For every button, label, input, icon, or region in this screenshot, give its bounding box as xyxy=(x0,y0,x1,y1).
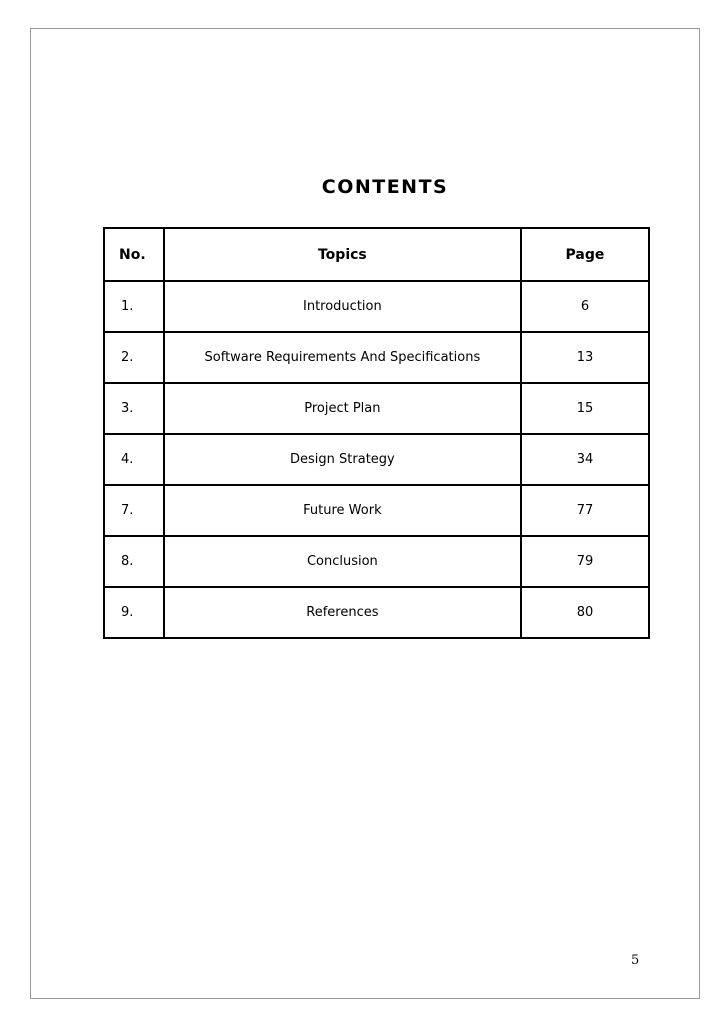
row-topic: Conclusion xyxy=(164,536,521,587)
header-no: No. xyxy=(104,228,164,281)
row-page: 34 xyxy=(521,434,649,485)
table-row xyxy=(104,332,649,383)
row-page: 80 xyxy=(521,587,649,638)
row-number: 3. xyxy=(104,383,164,434)
contents-table xyxy=(103,227,650,639)
row-page: 77 xyxy=(521,485,649,536)
row-page: 6 xyxy=(521,281,649,332)
row-page: 79 xyxy=(521,536,649,587)
table-row xyxy=(104,281,649,332)
row-number: 1. xyxy=(104,281,164,332)
row-topic: Software Requirements And Specifications xyxy=(164,332,521,383)
row-number: 9. xyxy=(104,587,164,638)
table-row xyxy=(104,434,649,485)
table-header-row xyxy=(104,228,649,281)
row-number: 7. xyxy=(104,485,164,536)
row-page: 15 xyxy=(521,383,649,434)
page-title: CONTENTS xyxy=(321,176,449,198)
header-topics: Topics xyxy=(164,228,521,281)
page-number: 5 xyxy=(631,953,640,968)
header-page: Page xyxy=(521,228,649,281)
table-row xyxy=(104,536,649,587)
row-topic: Design Strategy xyxy=(164,434,521,485)
row-number: 4. xyxy=(104,434,164,485)
row-topic: Project Plan xyxy=(164,383,521,434)
table-row xyxy=(104,485,649,536)
table-row xyxy=(104,383,649,434)
table-row xyxy=(104,587,649,638)
row-number: 2. xyxy=(104,332,164,383)
row-page: 13 xyxy=(521,332,649,383)
row-topic: Future Work xyxy=(164,485,521,536)
row-topic: References xyxy=(164,587,521,638)
row-number: 8. xyxy=(104,536,164,587)
row-topic: Introduction xyxy=(164,281,521,332)
